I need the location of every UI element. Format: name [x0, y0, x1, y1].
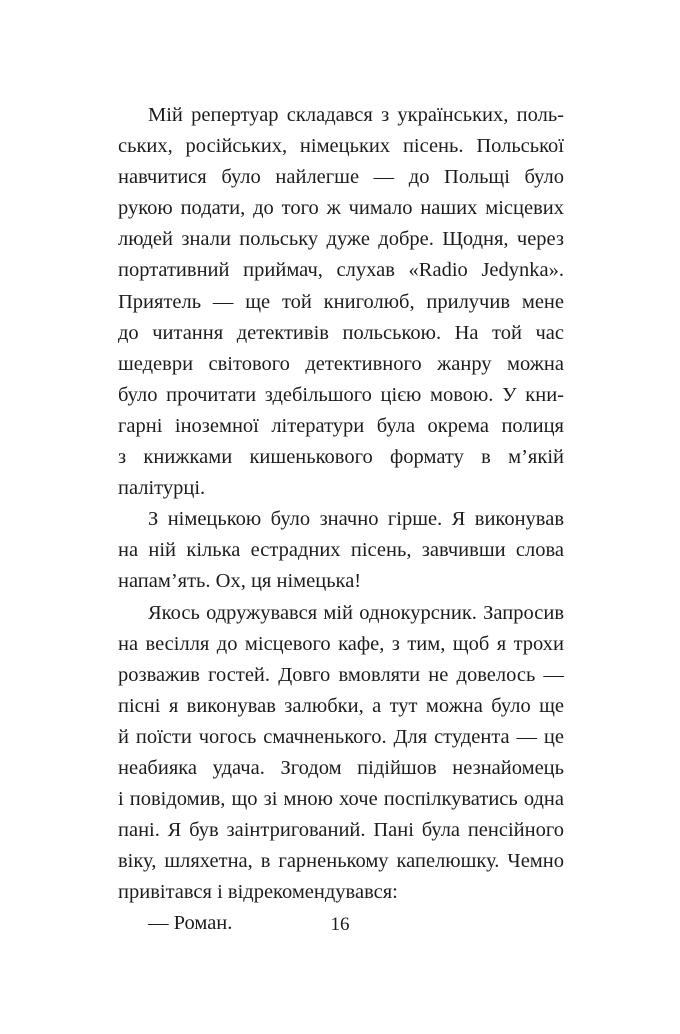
text-line: напам’ять. Ох, ця німецька!	[118, 570, 362, 593]
text-line: з книжками кишенькового формату в м’якій	[118, 446, 564, 469]
body-text	[118, 100, 564, 940]
text-line: було прочитати здебільшого цією мовою. У кни-	[118, 383, 564, 406]
text-line: на ній кілька естрадних пісень, завчивши слова	[118, 539, 564, 562]
page-number: 16	[330, 914, 350, 935]
text-line: до читання детективів польською. На той час	[118, 321, 564, 344]
text-line: привітався і відрекомендувався:	[118, 881, 398, 904]
text-line: Мій репертуар складався з українських, поль-	[148, 104, 564, 126]
text-line: й поїсти чогось смачненького. Для студента — це	[118, 725, 564, 748]
text-line: на весілля до місцевого кафе, з тим, щоб я трохи	[118, 632, 564, 655]
text-line: рукою подати, до того ж чимало наших місцевих	[118, 197, 564, 220]
text-line: пісні я виконував залюбки, а тут можна було ще	[118, 694, 564, 717]
text-line: шедеври світового детективного жанру можна	[118, 352, 564, 375]
text-line: палітурці.	[118, 477, 206, 500]
text-line: пані. Я був заінтригований. Пані була пенсійного	[118, 819, 564, 842]
text-line: Приятель — ще той книголюб, прилучив мене	[118, 290, 564, 313]
text-line: і повідомив, що зі мною хоче поспілкуватись одна	[118, 788, 564, 811]
text-line: З німецькою було значно гірше. Я виконував	[148, 508, 564, 531]
text-line: Якось одружувався мій однокурсник. Запросив	[148, 601, 564, 624]
text-line: навчитися було найлегше — до Польщі було	[118, 166, 564, 189]
text-line: віку, шляхетна, в гарненькому капелюшку. Чемно	[118, 850, 564, 873]
text-line: розважив гостей. Довго вмовляти не довелось —	[118, 663, 564, 686]
text-line: ських, російських, німецьких пісень. Польської	[118, 135, 564, 158]
text-line: — Роман.	[148, 912, 233, 935]
text-line: портативний приймач, слухав «Radio Jedynka».	[118, 259, 564, 282]
text-line: неабияка удача. Згодом підійшов незнайомець	[118, 756, 564, 779]
text-line: гарні іноземної літератури була окрема полиця	[118, 414, 564, 437]
text-line: людей знали польську дуже добре. Щодня, через	[118, 228, 564, 251]
